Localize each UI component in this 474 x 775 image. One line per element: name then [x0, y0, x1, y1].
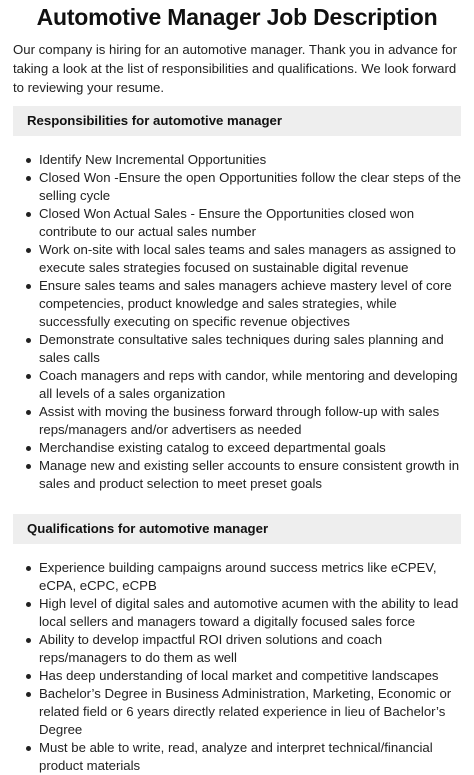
bullet-icon [26, 176, 31, 181]
list-item-text: Coach managers and reps with candor, while mentoring and developing all levels of a sales organization [39, 368, 458, 401]
bullet-icon [26, 248, 31, 253]
list-item [13, 331, 461, 367]
list-item [13, 169, 461, 205]
list-item [13, 667, 461, 685]
list-item-text: Identify New Incremental Opportunities [39, 152, 267, 167]
list-item-text: Closed Won Actual Sales - Ensure the Opportunities closed won contribute to our actual sales number [39, 206, 415, 239]
list-item-text: Closed Won -Ensure the open Opportunities follow the clear steps of the selling cycle [39, 170, 461, 203]
bullet-icon [26, 566, 31, 571]
list-item-text: Ensure sales teams and sales managers achieve mastery level of core competencies, product knowledge and sales strategies, while successfully executing on specific revenue objectives [39, 278, 452, 329]
bullet-icon [26, 446, 31, 451]
list-item [13, 685, 461, 739]
bullet-icon [26, 284, 31, 289]
bullet-icon [26, 602, 31, 607]
bullet-icon [26, 746, 31, 751]
list-item-text: Demonstrate consultative sales techniques during sales planning and sales calls [39, 332, 444, 365]
list-item [13, 205, 461, 241]
list-item-text: Assist with moving the business forward through follow-up with sales reps/managers and/or advertisers as needed [39, 404, 440, 437]
list-item [13, 367, 461, 403]
list-item-text: Bachelor’s Degree in Business Administration, Marketing, Economic or related field or 6 years directly related experience in lieu of Bachelor’s Degree [39, 686, 452, 737]
responsibilities-heading: Responsibilities for automotive manager [13, 106, 461, 136]
list-item [13, 595, 461, 631]
list-item-text: Experience building campaigns around success metrics like eCPEV, eCPA, eCPC, eCPB [39, 560, 437, 593]
list-item [13, 241, 461, 277]
bullet-icon [26, 338, 31, 343]
bullet-icon [26, 638, 31, 643]
list-item [13, 439, 461, 457]
bullet-icon [26, 464, 31, 469]
list-item-text: Ability to develop impactful ROI driven solutions and coach reps/managers to do them as well [39, 632, 383, 665]
list-item-text: Has deep understanding of local market and competitive landscapes [39, 668, 439, 683]
bullet-icon [26, 212, 31, 217]
list-item [13, 457, 461, 493]
list-item-text: Work on-site with local sales teams and sales managers as assigned to execute sales strategies focused on sustainable digital revenue [39, 242, 456, 275]
bullet-icon [26, 410, 31, 415]
list-item-text: High level of digital sales and automotive acumen with the ability to lead local sellers and managers toward a digitally focused sales force [39, 596, 459, 629]
list-item [13, 631, 461, 667]
bullet-icon [26, 374, 31, 379]
bullet-icon [26, 692, 31, 697]
list-item-text: Manage new and existing seller accounts to ensure consistent growth in sales and product selection to meet preset goals [39, 458, 460, 491]
qualifications-list [13, 559, 461, 775]
responsibilities-list [13, 151, 461, 493]
bullet-icon [26, 158, 31, 163]
bullet-icon [26, 674, 31, 679]
list-item [13, 403, 461, 439]
list-item [13, 277, 461, 331]
list-item [13, 739, 461, 775]
list-item [13, 559, 461, 595]
qualifications-heading: Qualifications for automotive manager [13, 514, 461, 544]
intro-paragraph: Our company is hiring for an automotive manager. Thank you in advance for taking a look at the list of responsibilities and qualifications. We look forward to reviewing your resume. [13, 42, 457, 95]
page-title: Automotive Manager Job Description [36, 4, 438, 30]
list-item-text: Merchandise existing catalog to exceed departmental goals [39, 440, 386, 455]
list-item-text: Must be able to write, read, analyze and interpret technical/financial product materials [39, 740, 433, 773]
list-item [13, 151, 461, 169]
